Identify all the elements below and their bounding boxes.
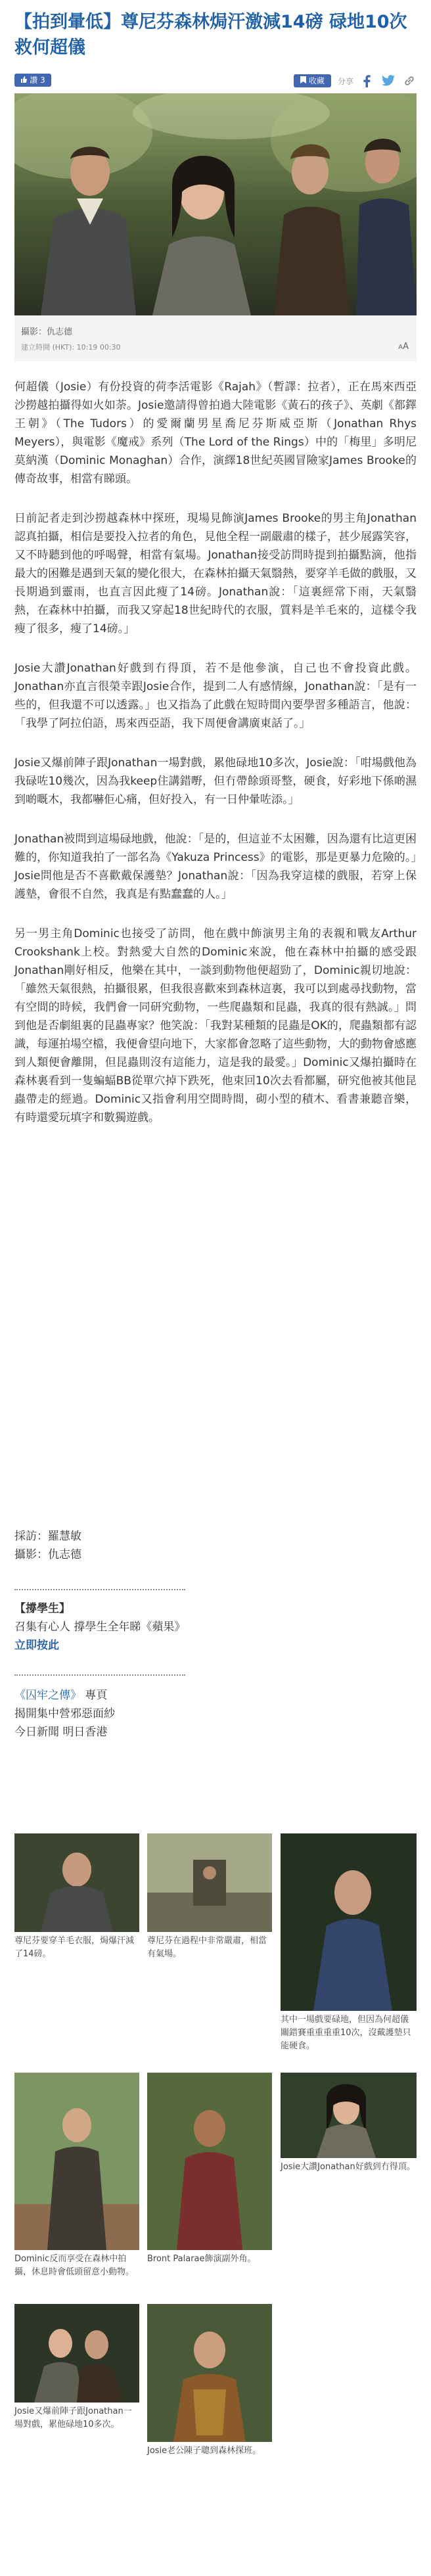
gallery-caption: Dominic反而享受在森林中拍攝，休息時會低頭留意小動物。 <box>14 2254 135 2277</box>
gallery-image[interactable] <box>147 1833 272 1932</box>
photo-meta <box>14 315 417 361</box>
publish-time: 建立時間 (HKT): 10:19 00:30 <box>21 343 121 352</box>
hero-photo <box>14 93 417 315</box>
promo-support-students <box>14 1599 417 1655</box>
promo-title-suffix: 專頁 <box>81 1689 108 1702</box>
share-label: 分享 <box>337 76 353 86</box>
gallery-image[interactable] <box>14 1833 139 1932</box>
gallery-caption: Josie又爆前陣子跟Jonathan一場對戲，累他碌地10多次。 <box>14 2406 132 2429</box>
gallery-caption: 尊尼芬要穿羊毛衣服，焗爆汗減了14磅。 <box>14 1936 135 1959</box>
article-body <box>14 378 417 1148</box>
paragraph: Josie大讚Jonathan好戲到冇得頂，若不是他參演，自己也不會投資此戲。Jonathan亦直言很榮幸跟Josie合作，提到二人有感情線，Jonathan說：「是有一些的，但我還不可以透露。」也又指為了此戲在短時間內要學習多種語言，他說：「我學了阿拉伯語，馬來西亞語，我下周便會講廣東話了。」 <box>14 662 417 730</box>
gallery-image[interactable] <box>281 1833 417 2011</box>
font-size-label: A <box>403 342 409 352</box>
article-toolbar <box>14 71 417 91</box>
gallery-caption: Josie老公陳子聰到森林探班。 <box>147 2446 261 2456</box>
paragraph: Jonathan被問到這場碌地戲，他說：「是的，但這並不太困難，因為還有比這更困難的，你知道我拍了一部名為《Yakuza Princess》的電影，那是更暴力危險的。」Josie問他是否不喜歡戴保護墊？Jonathan說：「因為我穿這樣的戲服，若穿上保護墊，會很不自然，我真是有點蠢蠢的人。」 <box>14 833 417 901</box>
save-button[interactable] <box>294 74 331 87</box>
twitter-icon[interactable] <box>381 74 396 88</box>
facebook-icon[interactable] <box>360 74 374 88</box>
like-button[interactable] <box>14 74 51 87</box>
gallery-image[interactable] <box>14 2304 139 2403</box>
promo-line: 召集有心人 撐學生全年睇《蘋果》 <box>14 1621 186 1634</box>
link-icon[interactable] <box>402 74 417 88</box>
share-tools <box>294 71 417 91</box>
paragraph: 另一男主角Dominic也接受了訪問，他在戲中飾演男主角的表親和戰友Arthur Crookshank上校。對熱愛大自然的Dominic來說，他在森林中拍攝的感受跟Jonathan剛好相反，他樂在其中，一談到動物他便超勁了，Dominic親切地說：「雖然天氣很熱，拍攝很累，但我很喜歡來到森林這裏，我可以到處尋找動物，當有空間的時候，我們會一同研究動物，一些爬蟲類和昆蟲，我真的很有熱誠。」問到他是否劇組裏的昆蟲專家？他笑說：「我對某種類的昆蟲是OK的，爬蟲類都有認識，每運拍場空檔，我便會望向地下，大家都會忽略了這些動物，大的動物會感應到人類便會離開，但昆蟲則沒有這能力，這是我的最愛。」Dominic又爆拍攝時在森林裏看到一隻蝙蝠BB從單穴掉下跌死，他束回10次去看都屬，研究他被其他昆蟲帶走的經過。Dominic又指會利用空間時間，砌小型的積木、看書兼聽音樂，有時還愛玩填字和數獨遊戲。 <box>14 927 417 1124</box>
gallery-image[interactable] <box>147 2073 272 2250</box>
gallery-caption: 其中一場戲要碌地，但因為何超儀關錯賽重重重重10次，沒戴護墊只能硬食。 <box>281 2015 411 2051</box>
gallery-image[interactable] <box>14 2073 139 2250</box>
image-caption: 攝影：仇志德 <box>21 327 73 337</box>
gallery-image[interactable] <box>147 2304 272 2442</box>
article-title: 【拍到暈低】尊尼芬森林焗汗激減14磅 碌地10次救何超儀 <box>14 12 407 58</box>
promo-title-link[interactable]: 《囚牢之傳》 <box>14 1689 81 1702</box>
gallery-image[interactable] <box>281 2073 417 2158</box>
save-label: 收藏 <box>308 76 325 85</box>
gallery-caption: 尊尼芬在過程中非常嚴肅，相當有氣場。 <box>147 1936 267 1959</box>
paragraph: 何超儀（Josie）有份投資的荷李活電影《Rajah》（暫譯：拉者），正在馬來西亞沙撈越拍攝得如火如荼。Josie邀請得曾拍過大陸電影《黃石的孩子》、英劇《都鐸王朝》（The Tudors）的愛爾蘭男星喬尼芬斯威亞斯（Jonathan Rhys Meyers），與電影《魔戒》系列（The Lord of the Rings）中的「梅里」多明尼莫納漢（Dominic Monaghan）合作，演繹18世紀英國冒險家James Brooke的傳奇故事，相當有睇頭。 <box>14 380 417 486</box>
promo-prison-page <box>14 1686 417 1741</box>
reporter-credit: 採訪：羅慧敏 <box>14 1530 81 1543</box>
promo-title: 【撐學生】 <box>14 1602 70 1615</box>
promo-link[interactable]: 立即按此 <box>14 1639 59 1652</box>
photographer-credit: 攝影：仇志德 <box>14 1548 81 1561</box>
gallery-caption: Josie大讚Jonathan好戲到冇得頂。 <box>281 2162 415 2172</box>
divider <box>14 1674 185 1676</box>
like-label: 讚 3 <box>30 76 45 85</box>
thumbs-up-icon <box>20 74 27 87</box>
bookmark-icon <box>300 74 306 87</box>
promo-line: 今日新聞 明日香港 <box>14 1726 108 1739</box>
credits <box>14 1527 417 1564</box>
divider <box>14 1589 185 1590</box>
paragraph: Josie又爆前陣子跟Jonathan一場對戲，累他碌地10多次，Josie說：「咁場戲他為我碌咗10幾次，因為我keep住講錯嘢，但冇帶餘頭哥整，硬食，好彩地下係啲濕到啲嘅木，我都嚇佢心痛，但好投入，有一日仲暈咗添。」 <box>14 756 417 806</box>
promo-line: 揭開集中營邪惡面紗 <box>14 1707 115 1720</box>
paragraph: 日前記者走到沙撈越森林中探班，現場見飾演James Brooke的男主角Jonathan認真拍攝，相信是要投入拉者的角色，見他全程一副嚴肅的樣子，甚少展露笑容，又不時聽到他的呼喝聲，相當有氣場。Jonathan接受訪問時提到拍攝點滴，他指最大的困難是遇到天氣的變化很大，在森林拍攝天氣翳熱，要穿羊毛做的戲服，又長期過到靈雨，也直言因此瘦了14磅。Jonathan說：「這裏經常下雨，天氣翳熱，在森林中拍攝，而我又穿起18世紀時代的衣服，質料是羊毛來的，這樣令我瘦了很多，瘦了14磅。」 <box>14 512 417 635</box>
font-size-toggle[interactable]: AA <box>398 342 409 352</box>
gallery-caption: Bront Palarae飾演副外角。 <box>147 2254 256 2264</box>
